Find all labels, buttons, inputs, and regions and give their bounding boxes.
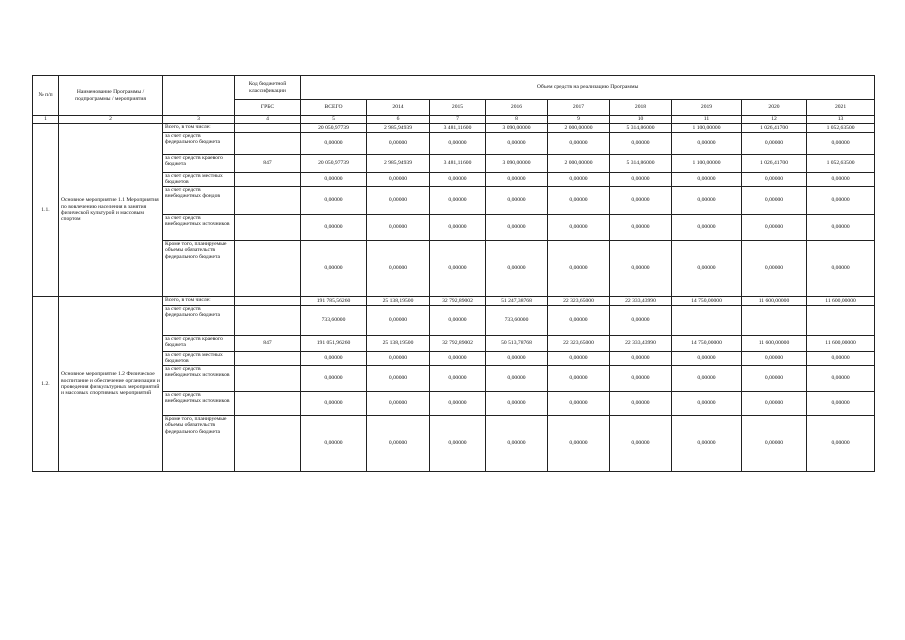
section-name: Основное мероприятие 1.1 Мероприятия по вовлечению населения в занятия физической культурой и массовым спортом bbox=[59, 124, 163, 297]
grbs-code: 847 bbox=[235, 336, 301, 352]
program-funding-table bbox=[32, 75, 875, 472]
amount-cell: 0,00000 bbox=[367, 352, 430, 366]
column-number-12: 12 bbox=[742, 116, 807, 124]
column-number-6: 6 bbox=[367, 116, 430, 124]
grbs-code bbox=[235, 297, 301, 306]
header-grbs: ГРБС bbox=[235, 100, 301, 116]
amount-cell: 0,00000 bbox=[742, 133, 807, 155]
funding-source: Кроме того, планируемые объемы обязательств федерального бюджета bbox=[163, 416, 235, 472]
funding-source: за счет средств федерального бюджета bbox=[163, 306, 235, 336]
amount-cell: 0,00000 bbox=[486, 241, 548, 297]
column-number-4: 4 bbox=[235, 116, 301, 124]
amount-cell: 0,00000 bbox=[672, 392, 742, 416]
header-year-1: 2014 bbox=[367, 100, 430, 116]
amount-cell: 0,00000 bbox=[548, 306, 610, 336]
amount-cell: 0,00000 bbox=[672, 416, 742, 472]
column-number-2: 2 bbox=[59, 116, 163, 124]
amount-cell: 0,00000 bbox=[742, 416, 807, 472]
header-budget-code: Код бюджетной классификации bbox=[235, 76, 301, 100]
amount-cell: 5 314,86000 bbox=[610, 155, 672, 173]
amount-cell: 5 314,86000 bbox=[610, 124, 672, 133]
grbs-code bbox=[235, 392, 301, 416]
amount-cell: 0,00000 bbox=[807, 416, 875, 472]
funding-source: Всего, в том числе: bbox=[163, 297, 235, 306]
grbs-code bbox=[235, 352, 301, 366]
amount-cell: 0,00000 bbox=[367, 215, 430, 241]
header-year-0: ВСЕГО bbox=[301, 100, 367, 116]
amount-cell: 20 050,97739 bbox=[301, 124, 367, 133]
amount-cell: 32 792,89002 bbox=[430, 297, 486, 306]
amount-cell: 0,00000 bbox=[430, 241, 486, 297]
amount-cell: 0,00000 bbox=[610, 416, 672, 472]
amount-cell: 0,00000 bbox=[610, 352, 672, 366]
amount-cell: 0,00000 bbox=[430, 416, 486, 472]
amount-cell: 0,00000 bbox=[367, 133, 430, 155]
amount-cell: 0,00000 bbox=[610, 366, 672, 392]
column-number-1: 1 bbox=[33, 116, 59, 124]
amount-cell: 0,00000 bbox=[742, 215, 807, 241]
amount-cell: 0,00000 bbox=[672, 241, 742, 297]
amount-cell: 3 481,11600 bbox=[430, 155, 486, 173]
amount-cell: 0,00000 bbox=[486, 392, 548, 416]
amount-cell: 3 090,00000 bbox=[486, 155, 548, 173]
amount-cell: 22 333,43990 bbox=[610, 297, 672, 306]
amount-cell: 0,00000 bbox=[672, 352, 742, 366]
column-number-8: 8 bbox=[486, 116, 548, 124]
amount-cell: 51 247,38768 bbox=[486, 297, 548, 306]
amount-cell: 11 600,00000 bbox=[742, 336, 807, 352]
amount-cell: 1 052,63500 bbox=[807, 155, 875, 173]
funding-source: Кроме того, планируемые объемы обязательств федерального бюджета bbox=[163, 241, 235, 297]
funding-source: за счет средств внебюджетных фондов bbox=[163, 187, 235, 215]
amount-cell: 0,00000 bbox=[430, 392, 486, 416]
amount-cell: 0,00000 bbox=[301, 416, 367, 472]
amount-cell: 2 000,00000 bbox=[548, 155, 610, 173]
amount-cell: 14 750,00000 bbox=[672, 336, 742, 352]
amount-cell: 1 026,41700 bbox=[742, 155, 807, 173]
amount-cell: 733,60000 bbox=[486, 306, 548, 336]
amount-cell: 0,00000 bbox=[672, 366, 742, 392]
amount-cell: 0,00000 bbox=[548, 241, 610, 297]
header-year-5: 2018 bbox=[610, 100, 672, 116]
amount-cell: 0,00000 bbox=[486, 352, 548, 366]
column-number-3: 3 bbox=[163, 116, 235, 124]
amount-cell: 0,00000 bbox=[301, 133, 367, 155]
grbs-code bbox=[235, 366, 301, 392]
amount-cell: 0,00000 bbox=[807, 187, 875, 215]
grbs-code bbox=[235, 124, 301, 133]
amount-cell: 14 750,00000 bbox=[672, 297, 742, 306]
amount-cell: 22 333,43990 bbox=[610, 336, 672, 352]
amount-cell: 11 600,00000 bbox=[807, 336, 875, 352]
amount-cell: 0,00000 bbox=[367, 241, 430, 297]
amount-cell: 0,00000 bbox=[301, 215, 367, 241]
amount-cell: 1 100,00000 bbox=[672, 155, 742, 173]
section-name: Основное мероприятие 1.2 Физическое воспитание и обеспечение организации и проведения физкультурных мероприятий и массовых спортивных мероприятий bbox=[59, 297, 163, 472]
amount-cell: 0,00000 bbox=[301, 187, 367, 215]
grbs-code bbox=[235, 241, 301, 297]
section-number: 1.2. bbox=[33, 297, 59, 472]
amount-cell: 0,00000 bbox=[807, 352, 875, 366]
header-year-3: 2016 bbox=[486, 100, 548, 116]
amount-cell: 0,00000 bbox=[610, 187, 672, 215]
amount-cell: 0,00000 bbox=[486, 366, 548, 392]
amount-cell: 11 600,00000 bbox=[807, 297, 875, 306]
column-number-5: 5 bbox=[301, 116, 367, 124]
amount-cell: 2 985,94939 bbox=[367, 155, 430, 173]
column-number-13: 13 bbox=[807, 116, 875, 124]
amount-cell: 1 100,00000 bbox=[672, 124, 742, 133]
funding-source: за счет средств местных бюджетов bbox=[163, 173, 235, 187]
amount-cell bbox=[672, 306, 742, 336]
amount-cell: 0,00000 bbox=[672, 133, 742, 155]
amount-cell: 0,00000 bbox=[610, 306, 672, 336]
amount-cell: 0,00000 bbox=[548, 366, 610, 392]
amount-cell: 0,00000 bbox=[301, 366, 367, 392]
amount-cell: 20 050,97739 bbox=[301, 155, 367, 173]
amount-cell: 0,00000 bbox=[742, 187, 807, 215]
header-number: № п/п bbox=[33, 76, 59, 116]
amount-cell: 0,00000 bbox=[742, 352, 807, 366]
amount-cell: 0,00000 bbox=[672, 215, 742, 241]
amount-cell: 22 323,65000 bbox=[548, 336, 610, 352]
amount-cell: 0,00000 bbox=[548, 173, 610, 187]
amount-cell: 25 138,19500 bbox=[367, 297, 430, 306]
grbs-code bbox=[235, 416, 301, 472]
funding-source: за счет средств внебюджетных источников bbox=[163, 392, 235, 416]
column-number-9: 9 bbox=[548, 116, 610, 124]
amount-cell: 1 052,63500 bbox=[807, 124, 875, 133]
amount-cell: 0,00000 bbox=[486, 215, 548, 241]
amount-cell: 0,00000 bbox=[367, 187, 430, 215]
header-name: Наименование Программы / подпрограммы / мероприятия bbox=[59, 76, 163, 116]
column-number-7: 7 bbox=[430, 116, 486, 124]
amount-cell: 50 513,78768 bbox=[486, 336, 548, 352]
amount-cell: 0,00000 bbox=[548, 392, 610, 416]
column-number-11: 11 bbox=[672, 116, 742, 124]
amount-cell bbox=[807, 306, 875, 336]
amount-cell: 0,00000 bbox=[807, 215, 875, 241]
amount-cell: 0,00000 bbox=[367, 366, 430, 392]
funding-source: за счет средств краевого бюджета bbox=[163, 336, 235, 352]
amount-cell: 11 600,00000 bbox=[742, 297, 807, 306]
amount-cell: 3 481,11600 bbox=[430, 124, 486, 133]
amount-cell: 25 138,19500 bbox=[367, 336, 430, 352]
amount-cell: 0,00000 bbox=[430, 133, 486, 155]
amount-cell: 0,00000 bbox=[301, 392, 367, 416]
amount-cell: 0,00000 bbox=[610, 215, 672, 241]
amount-cell: 0,00000 bbox=[807, 392, 875, 416]
amount-cell: 0,00000 bbox=[367, 392, 430, 416]
funding-source: за счет средств краевого бюджета bbox=[163, 155, 235, 173]
header-blank bbox=[163, 76, 235, 116]
amount-cell: 0,00000 bbox=[486, 416, 548, 472]
header-funding-volume: Объем средств на реализацию Программы bbox=[301, 76, 875, 100]
amount-cell: 0,00000 bbox=[486, 187, 548, 215]
table-row bbox=[33, 124, 875, 133]
amount-cell: 3 090,00000 bbox=[486, 124, 548, 133]
amount-cell: 0,00000 bbox=[301, 173, 367, 187]
amount-cell: 0,00000 bbox=[742, 366, 807, 392]
grbs-code bbox=[235, 133, 301, 155]
amount-cell: 0,00000 bbox=[367, 416, 430, 472]
funding-source: за счет средств федерального бюджета bbox=[163, 133, 235, 155]
amount-cell: 0,00000 bbox=[430, 173, 486, 187]
amount-cell: 0,00000 bbox=[807, 133, 875, 155]
amount-cell: 191 785,56260 bbox=[301, 297, 367, 306]
grbs-code bbox=[235, 306, 301, 336]
grbs-code: 847 bbox=[235, 155, 301, 173]
header-year-2: 2015 bbox=[430, 100, 486, 116]
amount-cell: 0,00000 bbox=[430, 352, 486, 366]
amount-cell: 0,00000 bbox=[610, 392, 672, 416]
amount-cell: 2 985,94939 bbox=[367, 124, 430, 133]
amount-cell bbox=[742, 306, 807, 336]
amount-cell: 1 026,41700 bbox=[742, 124, 807, 133]
amount-cell: 0,00000 bbox=[486, 173, 548, 187]
amount-cell: 0,00000 bbox=[430, 366, 486, 392]
amount-cell: 0,00000 bbox=[610, 173, 672, 187]
amount-cell: 0,00000 bbox=[548, 215, 610, 241]
section-number: 1.1. bbox=[33, 124, 59, 297]
amount-cell: 0,00000 bbox=[610, 241, 672, 297]
amount-cell: 0,00000 bbox=[486, 133, 548, 155]
header-year-7: 2020 bbox=[742, 100, 807, 116]
amount-cell: 0,00000 bbox=[367, 306, 430, 336]
amount-cell: 0,00000 bbox=[807, 173, 875, 187]
amount-cell: 0,00000 bbox=[672, 173, 742, 187]
amount-cell: 0,00000 bbox=[367, 173, 430, 187]
amount-cell: 0,00000 bbox=[548, 352, 610, 366]
amount-cell: 0,00000 bbox=[742, 392, 807, 416]
column-number-10: 10 bbox=[610, 116, 672, 124]
amount-cell: 0,00000 bbox=[807, 241, 875, 297]
amount-cell: 0,00000 bbox=[610, 133, 672, 155]
amount-cell: 0,00000 bbox=[548, 187, 610, 215]
amount-cell: 0,00000 bbox=[742, 241, 807, 297]
funding-source: за счет средств местных бюджетов bbox=[163, 352, 235, 366]
amount-cell: 0,00000 bbox=[548, 416, 610, 472]
amount-cell: 0,00000 bbox=[430, 187, 486, 215]
grbs-code bbox=[235, 215, 301, 241]
funding-source: Всего, в том числе: bbox=[163, 124, 235, 133]
amount-cell: 0,00000 bbox=[672, 187, 742, 215]
amount-cell: 0,00000 bbox=[548, 133, 610, 155]
funding-source: за счет средств внебюджетных источников bbox=[163, 215, 235, 241]
header-year-8: 2021 bbox=[807, 100, 875, 116]
table-row bbox=[33, 297, 875, 306]
grbs-code bbox=[235, 187, 301, 215]
amount-cell: 0,00000 bbox=[301, 241, 367, 297]
amount-cell: 0,00000 bbox=[430, 306, 486, 336]
amount-cell: 32 792,89002 bbox=[430, 336, 486, 352]
funding-source: за счет средств внебюджетных источников bbox=[163, 366, 235, 392]
grbs-code bbox=[235, 173, 301, 187]
amount-cell: 191 051,96260 bbox=[301, 336, 367, 352]
amount-cell: 0,00000 bbox=[742, 173, 807, 187]
amount-cell: 22 323,65000 bbox=[548, 297, 610, 306]
amount-cell: 733,60000 bbox=[301, 306, 367, 336]
amount-cell: 2 000,00000 bbox=[548, 124, 610, 133]
amount-cell: 0,00000 bbox=[430, 215, 486, 241]
header-year-4: 2017 bbox=[548, 100, 610, 116]
amount-cell: 0,00000 bbox=[807, 366, 875, 392]
amount-cell: 0,00000 bbox=[301, 352, 367, 366]
header-year-6: 2019 bbox=[672, 100, 742, 116]
